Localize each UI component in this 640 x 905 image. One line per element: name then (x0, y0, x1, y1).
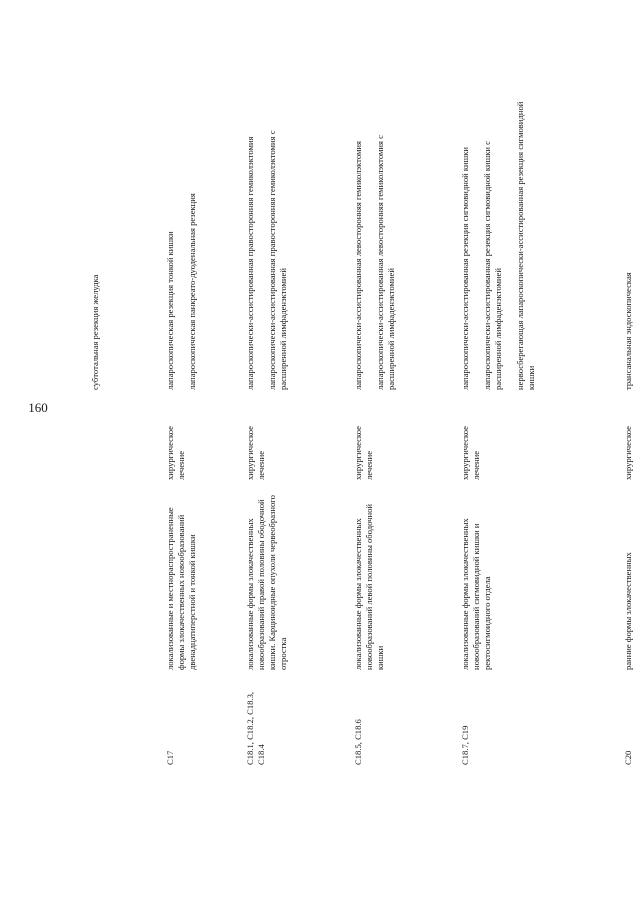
method-text: трансанальная эндоскопическая (623, 272, 633, 390)
icd-code: C20 (623, 750, 633, 765)
treatment-type: хирургическое лечение (460, 426, 481, 480)
diagnosis-text: локализованные формы злокачественных новообразований правой половины ободочной кишки. Карциноидные опухоли червеобразного отростка (245, 495, 288, 670)
icd-code: C17 (165, 750, 175, 765)
method-text: лапароскопическая панкреато-дуоденальная резекция (187, 193, 197, 390)
icd-code: C18.1, C18.2, C18.3, C18.4 (245, 691, 266, 765)
rotated-table (28, 80, 633, 780)
diagnosis-text: локализованные формы злокачественных новообразований сигмовидной кишки и ректосигмоидного отдела (460, 518, 492, 670)
treatment-type: хирургическое лечение (353, 426, 374, 480)
method-text: лапароскопически-ассистированная левосторонняя гемиколэктомия (353, 141, 363, 390)
method-text: лапароскопически-ассистированная левосторонняя гемиколэктомия с расширенной лимфаденэктомией (375, 135, 396, 390)
page-number: 160 (28, 400, 48, 415)
icd-code: C18.7, C19 (460, 725, 470, 765)
diagnosis-text: локализованные и местнораспространенные формы злокачественных новообразований двенадцатиперстной и тонкой кишки (165, 507, 197, 670)
method-text: лапароскопически-ассистированная резекция сигмовидной кишки с расширенной лимфаденэктомией (482, 141, 503, 390)
method-text: лапароскопически-ассистированная резекция сигмовидной кишки (460, 146, 470, 390)
treatment-type: хирургическое лечение (165, 426, 186, 480)
method-text: субтотальная резекция желудка (90, 274, 100, 390)
treatment-type: хирургическое (623, 426, 633, 480)
diagnosis-text: локализованные формы злокачественных новообразований левой половины ободочной кишки (353, 504, 385, 670)
method-text: нервосберегающая лапароскопически-ассистированная резекция сигмовидной кишки (515, 101, 536, 390)
method-text: лапароскопически-ассистированная правосторонняя гемиколэктомия (245, 136, 255, 390)
method-text: лапароскопическая резекция тонкой кишки (165, 231, 175, 390)
icd-code: C18.5, C18.6 (353, 719, 363, 765)
method-text: лапароскопически-ассистированная правосторонняя гемиколэктомия с расширенной лимфаденэктомией (267, 130, 288, 390)
treatment-type: хирургическое лечение (245, 426, 266, 480)
diagnosis-text: ранние формы злокачественных (623, 552, 633, 670)
